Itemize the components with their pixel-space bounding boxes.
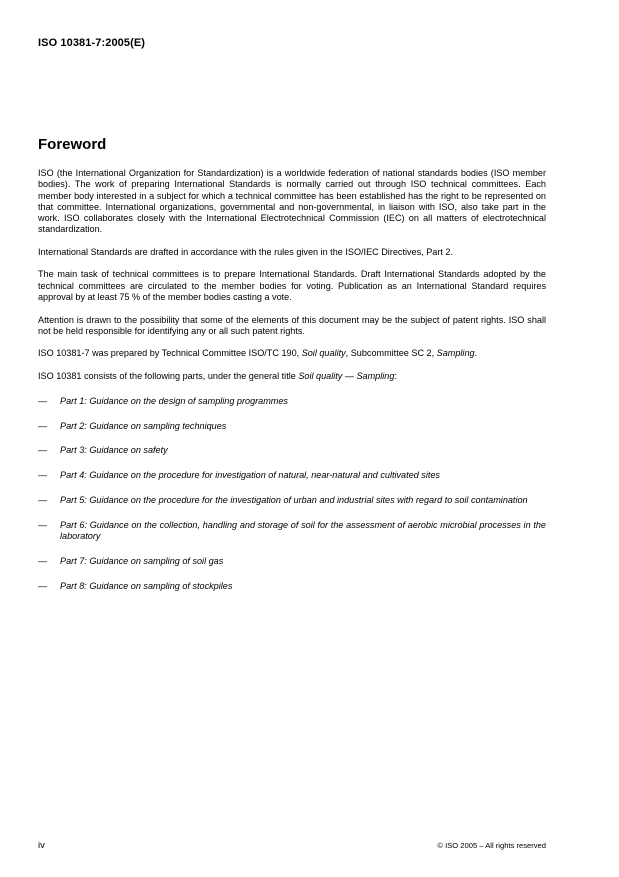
list-item [38,520,546,543]
part-title: Part 8: Guidance on sampling of stockpiles [60,581,233,592]
parts-intro-end: : [394,370,397,381]
prepared-by-end: . [474,348,478,359]
part-title: Part 1: Guidance on the design of sampling programmes [60,395,288,406]
prepared-by-text: ISO 10381-7 was prepared by Technical Committee ISO/TC 190, [38,348,302,359]
paragraph-parts-intro [38,371,546,382]
foreword-body [38,168,546,606]
list-dash: — [38,495,48,506]
copyright-notice: © ISO 2005 – All rights reserved [437,841,546,850]
committee-name: Soil quality [301,348,346,359]
list-dash: — [38,470,48,481]
general-title: Soil quality — Sampling [298,370,395,381]
part-title: Part 6: Guidance on the collection, handling and storage of soil for the assessment of aerobic microbial processes in the laboratory [60,520,546,542]
list-item [38,495,546,506]
paragraph-directives: International Standards are drafted in accordance with the rules given in the ISO/IEC Directives, Part 2. [38,246,453,257]
list-dash: — [38,556,48,567]
list-item [38,581,546,592]
parts-list [38,396,546,593]
part-title: Part 3: Guidance on safety [60,445,168,456]
paragraph-patent: Attention is drawn to the possibility that some of the elements of this document may be the subject of patent rights. ISO shall not be held responsible for identifying any or all such patent rights. [38,314,546,336]
parts-intro-text: ISO 10381 consists of the following parts, under the general title [38,370,299,381]
list-item [38,556,546,567]
list-item [38,470,546,481]
paragraph-committees: The main task of technical committees is to prepare International Standards. Draft International Standards adopted by the technical committees are circulated to the member bodies for voting. Publication as an International Standard requires approval by at least 75 % of the member bodies casting a vote. [38,269,546,303]
list-dash: — [38,445,48,456]
part-title: Part 5: Guidance on the procedure for the investigation of urban and industrial sites with regard to soil contamination [60,495,528,506]
paragraph-prepared-by [38,348,546,359]
list-dash: — [38,581,48,592]
part-title: Part 7: Guidance on sampling of soil gas [60,556,224,567]
page-title: Foreword [38,136,107,153]
list-item [38,396,546,407]
list-item [38,445,546,456]
list-dash: — [38,420,48,431]
prepared-by-mid: , Subcommittee SC 2, [345,348,437,359]
list-item [38,421,546,432]
part-title: Part 4: Guidance on the procedure for investigation of natural, near-natural and cultivated sites [60,470,440,481]
subcommittee-name: Sampling [436,348,475,359]
document-reference: ISO 10381-7:2005(E) [38,37,146,49]
paragraph-iso-intro: ISO (the International Organization for Standardization) is a worldwide federation of national standards bodies (ISO member bodies). The work of preparing International Standards is normally carried out through ISO technical committees. Each member body interested in a subject for which a technical committee has been established has the right to be represented on that committee. International organizations, governmental and non-governmental, in liaison with ISO, also take part in the work. ISO collaborates closely with the International Electrotechnical Commission (IEC) on all matters of electrotechnical standardization. [38,168,546,235]
list-dash: — [38,395,48,406]
part-title: Part 2: Guidance on sampling techniques [60,420,227,431]
list-dash: — [38,520,48,531]
page-number: iv [38,840,45,851]
